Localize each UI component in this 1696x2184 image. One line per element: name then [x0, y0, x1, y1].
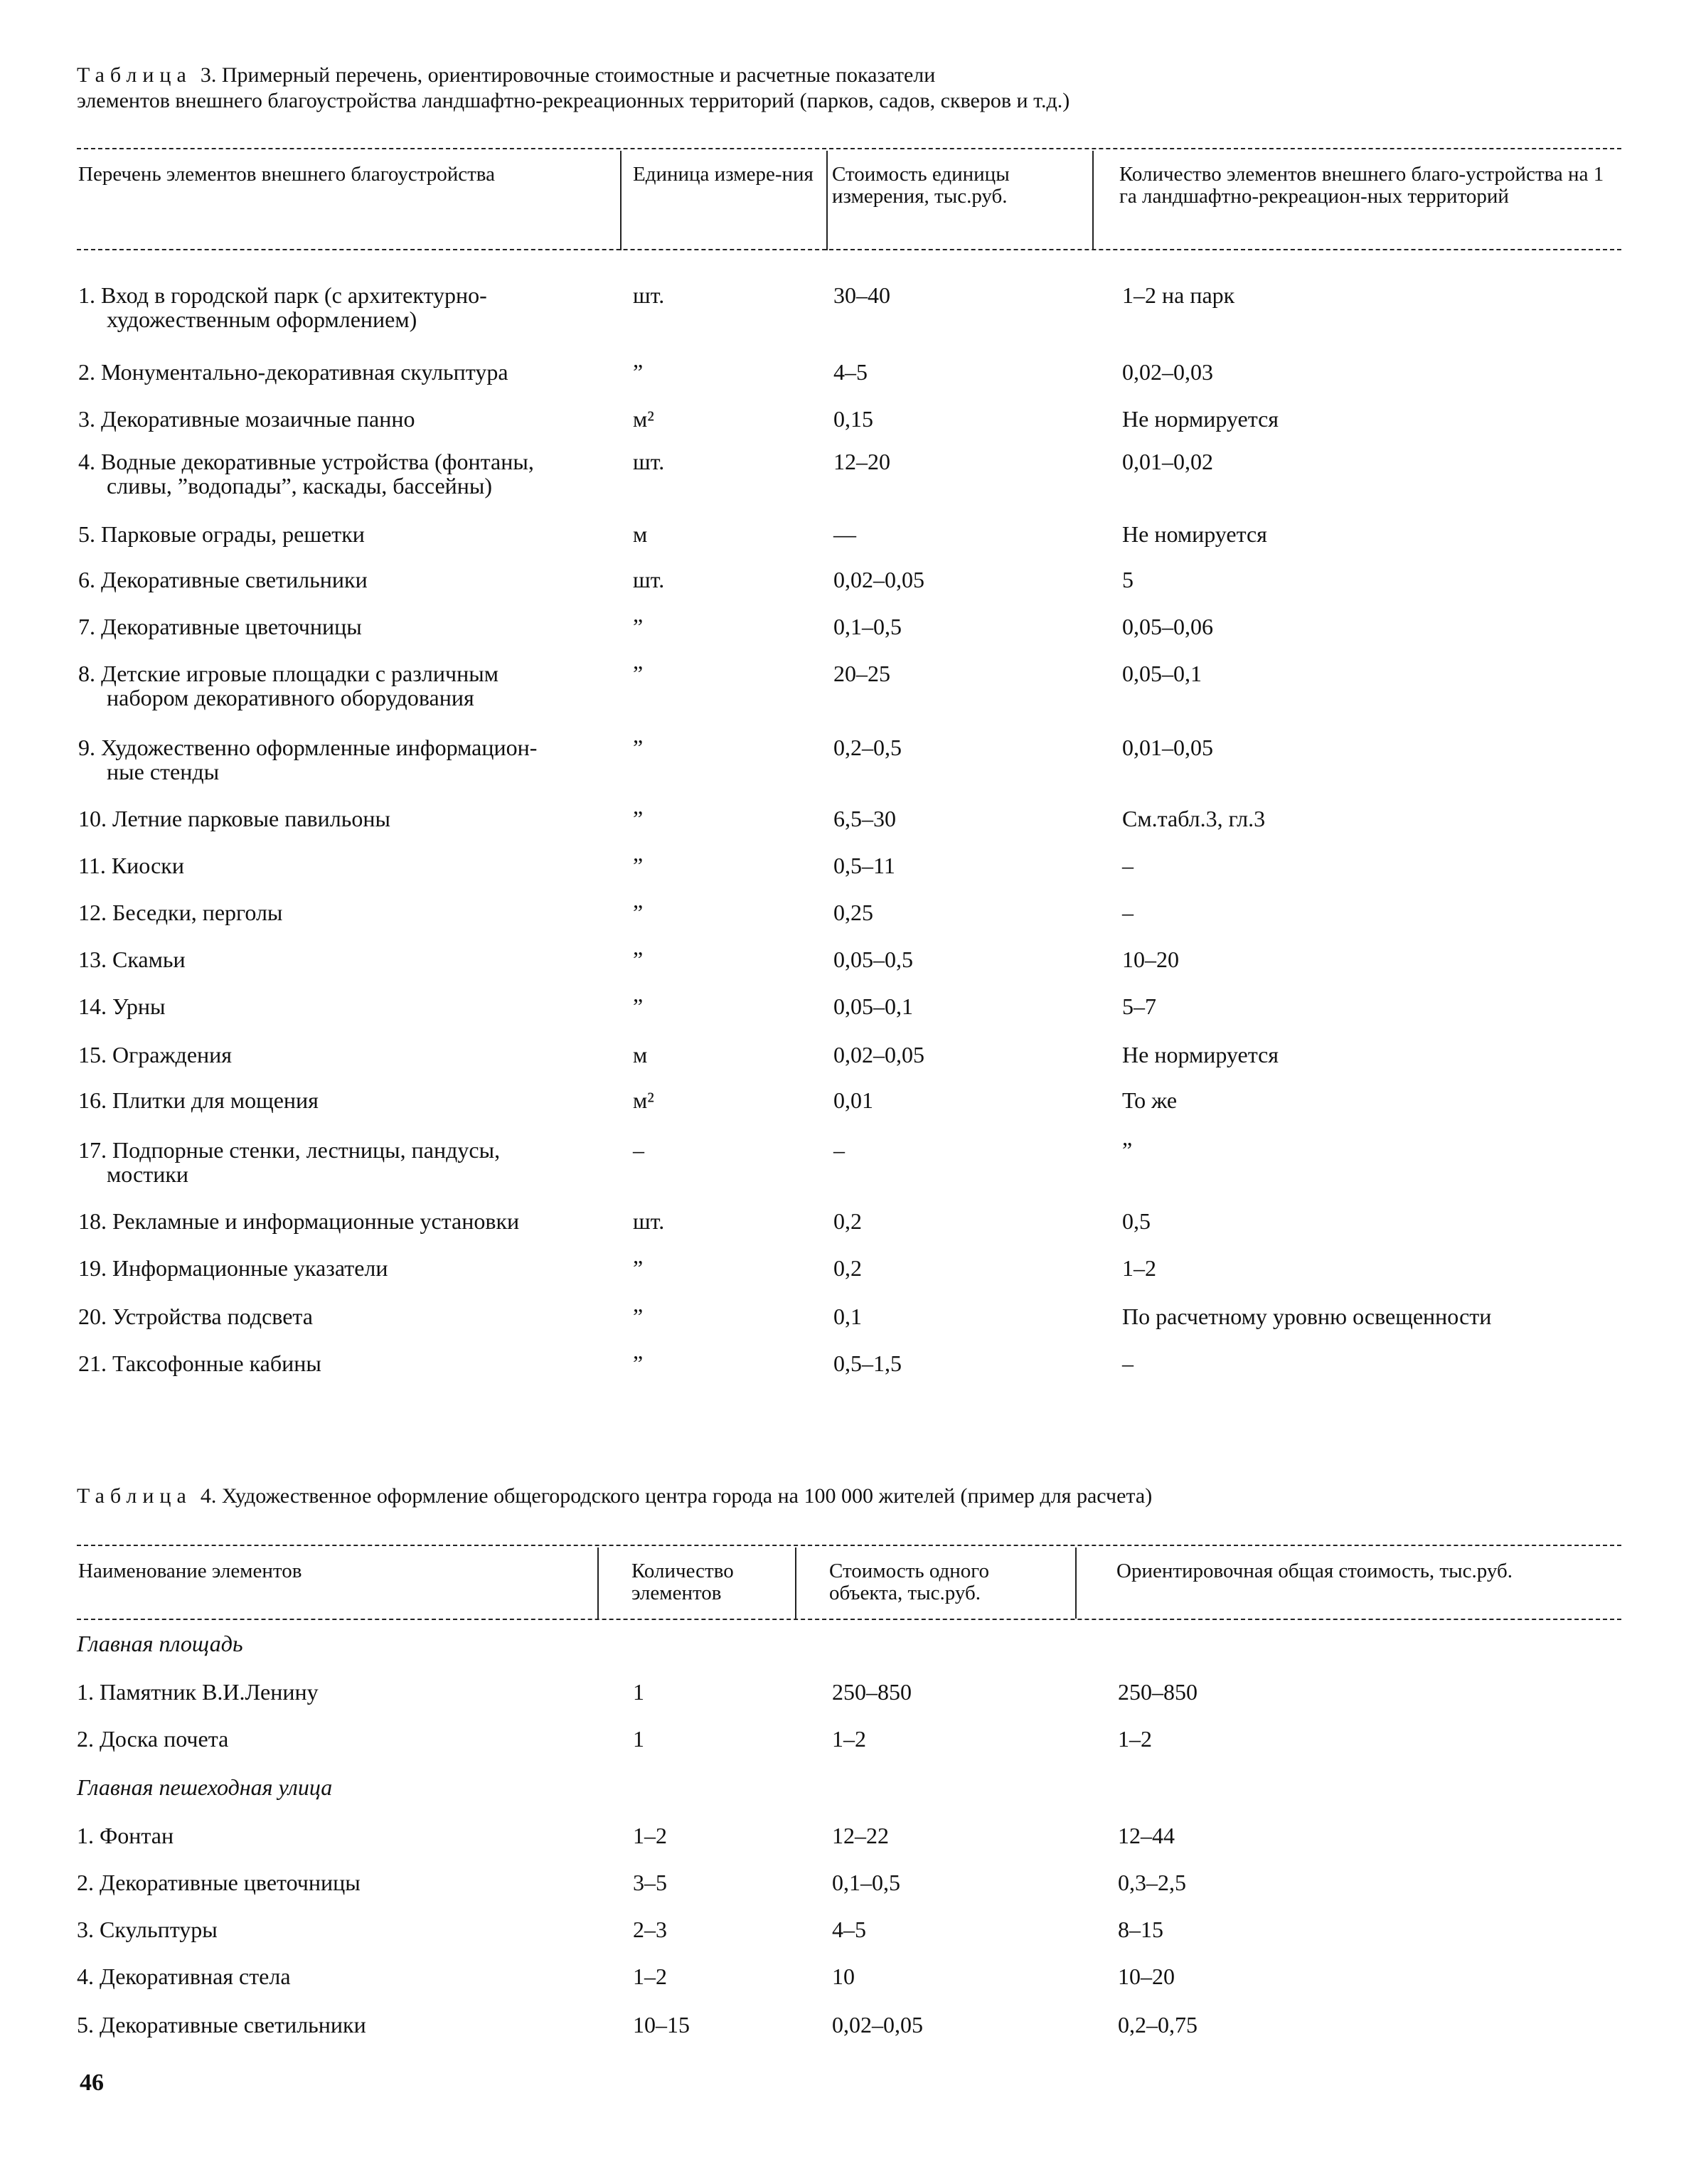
table3-cell-quantity: 0,05–0,06 — [1122, 614, 1213, 639]
table3-cell-element: 20. Устройства подсвета — [78, 1304, 313, 1329]
table3-cell-element: 4. Водные декоративные устройства (фонтаны, сливы, ”водопады”, каскады, бассейны) — [78, 449, 534, 499]
table3-cell-cost: 12–20 — [833, 449, 890, 474]
table3-caption — [77, 63, 1606, 114]
table3-cell-cost: 30–40 — [833, 282, 890, 308]
table3-cell-cost: 0,2–0,5 — [833, 735, 902, 760]
table3-cell-quantity: 0,05–0,1 — [1122, 661, 1202, 686]
table3-cell-quantity: Не номируется — [1122, 521, 1267, 547]
table3-cell-cost: 0,02–0,05 — [833, 1042, 924, 1067]
table4-cell-total: 8–15 — [1118, 1917, 1163, 1942]
table3-cell-quantity: Не нормируется — [1122, 1042, 1279, 1067]
table3-cell-element: 13. Скамьи — [78, 947, 186, 972]
table4-cell-cost: 250–850 — [832, 1679, 912, 1705]
table3-caption-line1: Таблица 3. Примерный перечень, ориентировочные стоимостные и расчетные показатели — [77, 63, 936, 87]
table3-cell-quantity: ” — [1122, 1137, 1133, 1163]
table3-cell-element: 6. Декоративные светильники — [78, 567, 368, 592]
table3-cell-unit: шт. — [633, 567, 665, 592]
table3-cell-cost: 4–5 — [833, 359, 868, 385]
table3-cell-cost: 20–25 — [833, 661, 890, 686]
table4-cell-count: 2–3 — [633, 1917, 667, 1942]
table3-cell-quantity: 1–2 — [1122, 1255, 1156, 1281]
table4-header-cost: Стоимость одного объекта, тыс.руб. — [829, 1560, 989, 1604]
table3-cell-unit: шт. — [633, 1208, 665, 1234]
table3-cell-unit: ” — [633, 661, 644, 686]
table4-cell-count: 10–15 — [633, 2012, 690, 2037]
table3-cell-quantity: – — [1122, 853, 1134, 878]
table3-cell-element: 3. Декоративные мозаичные панно — [78, 406, 415, 432]
table4-cell-total: 250–850 — [1118, 1679, 1198, 1705]
table3-cell-cost: – — [833, 1137, 845, 1163]
table4-cell-element: 5. Декоративные светильники — [77, 2012, 366, 2037]
table3-cell-quantity: 0,01–0,02 — [1122, 449, 1213, 474]
table3-col-divider — [826, 151, 828, 250]
table4-cell-count: 3–5 — [633, 1870, 667, 1895]
table3-cell-cost: 0,5–11 — [833, 853, 895, 878]
page-number: 46 — [80, 2070, 104, 2096]
table4-col-divider — [597, 1548, 599, 1619]
table3-cell-quantity: 1–2 на парк — [1122, 282, 1235, 308]
table3-cell-element: 7. Декоративные цветочницы — [78, 614, 362, 639]
table3-cell-element: 8. Детские игровые площадки с различным набором декоративного оборудования — [78, 661, 498, 710]
table4-caption-word: Таблица — [77, 1484, 192, 1508]
table4-section-title: Главная пешеходная улица — [77, 1774, 333, 1800]
table3-cell-unit: ” — [633, 853, 644, 878]
table4-cell-count: 1–2 — [633, 1964, 667, 1989]
table4-cell-element: 2. Декоративные цветочницы — [77, 1870, 361, 1895]
table3-cell-element: 11. Киоски — [78, 853, 184, 878]
table3-cell-element: 1. Вход в городской парк (с архитектурно- художественным оформлением) — [78, 282, 487, 332]
table4-cell-count: 1–2 — [633, 1823, 667, 1848]
table3-cell-unit: ” — [633, 1255, 644, 1281]
table4-header-total: Ориентировочная общая стоимость, тыс.руб. — [1116, 1560, 1513, 1582]
table3-cell-unit: шт. — [633, 282, 665, 308]
table3-cell-element: 18. Рекламные и информационные установки — [78, 1208, 520, 1234]
table3-cell-unit: ” — [633, 735, 644, 760]
table3-cell-unit: ” — [633, 1304, 644, 1329]
table4-cell-cost: 12–22 — [832, 1823, 889, 1848]
table3-cell-quantity: – — [1122, 900, 1134, 925]
table3-header-element: Перечень элементов внешнего благоустройства — [78, 163, 495, 186]
table3-cell-unit: ” — [633, 1351, 644, 1376]
table3-cell-element-cont: ные стенды — [107, 759, 220, 784]
table4-cell-element: 3. Скульптуры — [77, 1917, 218, 1942]
table4-cell-cost: 10 — [832, 1964, 855, 1989]
table3-header-top-rule — [77, 148, 1621, 149]
table3-cell-element: 14. Урны — [78, 994, 166, 1019]
table4-cell-total: 1–2 — [1118, 1726, 1152, 1752]
table3-cell-quantity: 10–20 — [1122, 947, 1179, 972]
table3-cell-unit: м — [633, 521, 648, 547]
table3-col-divider — [620, 151, 622, 250]
table4-section-title: Главная площадь — [77, 1631, 243, 1656]
table3-cell-quantity: – — [1122, 1351, 1134, 1376]
table4-header-element: Наименование элементов — [78, 1560, 302, 1582]
table3-cell-element-cont: мостики — [107, 1161, 189, 1187]
table4-cell-element: 1. Памятник В.И.Ленину — [77, 1679, 319, 1705]
table3-cell-cost: 6,5–30 — [833, 806, 896, 831]
table4-cell-cost: 1–2 — [832, 1726, 866, 1752]
table3-cell-quantity: См.табл.3, гл.3 — [1122, 806, 1266, 831]
table3-cell-element: 16. Плитки для мощения — [78, 1087, 319, 1113]
table3-cell-element: 9. Художественно оформленные информацион- ные стенды — [78, 735, 538, 784]
table3-cell-cost: 0,2 — [833, 1255, 862, 1281]
table3-cell-quantity: 0,02–0,03 — [1122, 359, 1213, 385]
table3-header-unit: Единица измере-ния — [633, 163, 814, 186]
table3-cell-quantity: 5 — [1122, 567, 1134, 592]
table3-cell-cost: 0,2 — [833, 1208, 862, 1234]
table3-cell-element-cont: набором декоративного оборудования — [107, 685, 474, 710]
table3-caption-line2: элементов внешнего благоустройства ландшафтно-рекреационных территорий (парков, садов, скверов и т.д.) — [77, 89, 1070, 112]
table3-cell-element-cont: сливы, ”водопады”, каскады, бассейны) — [107, 473, 493, 499]
table3-cell-quantity: То же — [1122, 1087, 1178, 1113]
table3-cell-element: 10. Летние парковые павильоны — [78, 806, 390, 831]
table3-cell-unit: ” — [633, 806, 644, 831]
table4-header-bottom-rule — [77, 1619, 1621, 1620]
table4-col-divider — [795, 1548, 796, 1619]
table3-cell-quantity: 5–7 — [1122, 994, 1156, 1019]
table3-cell-element: 2. Монументально-декоративная скульптура — [78, 359, 508, 385]
table3-cell-unit: м — [633, 1042, 648, 1067]
table3-cell-cost: 0,1–0,5 — [833, 614, 902, 639]
table3-caption-word: Таблица — [77, 63, 192, 87]
table3-cell-cost: 0,05–0,5 — [833, 947, 913, 972]
table3-cell-unit: ” — [633, 994, 644, 1019]
table3-header-cost: Стоимость единицы измерения, тыс.руб. — [832, 163, 1010, 208]
table3-cell-cost: 0,15 — [833, 406, 873, 432]
table4-cell-total: 0,3–2,5 — [1118, 1870, 1186, 1895]
table4-cell-total: 0,2–0,75 — [1118, 2012, 1198, 2037]
table4-header-top-rule — [77, 1545, 1621, 1546]
table3-cell-element-cont: художественным оформлением) — [107, 307, 417, 332]
table4-cell-cost: 0,1–0,5 — [832, 1870, 900, 1895]
table3-cell-quantity: По расчетному уровню освещенности — [1122, 1304, 1492, 1329]
table3-cell-cost: 0,1 — [833, 1304, 862, 1329]
table3-cell-element: 12. Беседки, перголы — [78, 900, 283, 925]
table3-cell-element: 21. Таксофонные кабины — [78, 1351, 321, 1376]
table3-cell-cost: 0,05–0,1 — [833, 994, 913, 1019]
table4-cell-cost: 0,02–0,05 — [832, 2012, 923, 2037]
table3-cell-cost: 0,5–1,5 — [833, 1351, 902, 1376]
table3-cell-unit: м² — [633, 406, 654, 432]
table3-cell-unit: ” — [633, 614, 644, 639]
table3-cell-element: 17. Подпорные стенки, лестницы, пандусы, мостики — [78, 1137, 501, 1187]
table4-cell-count: 1 — [633, 1726, 644, 1752]
table4-cell-element: 2. Доска почета — [77, 1726, 229, 1752]
table3-cell-unit: ” — [633, 947, 644, 972]
table3-header-bottom-rule — [77, 249, 1621, 250]
table4-caption: Таблица 4. Художественное оформление общегородского центра города на 100 000 жителей (пример для расчета) — [77, 1484, 1153, 1508]
table4-cell-cost: 4–5 — [832, 1917, 866, 1942]
table3-cell-unit: шт. — [633, 449, 665, 474]
table4-col-divider — [1075, 1548, 1077, 1619]
table4-cell-element: 1. Фонтан — [77, 1823, 174, 1848]
table4-cell-total: 12–44 — [1118, 1823, 1175, 1848]
table4-cell-element: 4. Декоративная стела — [77, 1964, 291, 1989]
table3-cell-quantity: Не нормируется — [1122, 406, 1279, 432]
table3-cell-cost: 0,01 — [833, 1087, 873, 1113]
table3-cell-cost: — — [833, 521, 856, 547]
table3-cell-unit: ” — [633, 900, 644, 925]
table3-cell-quantity: 0,5 — [1122, 1208, 1151, 1234]
table3-col-divider — [1092, 151, 1094, 250]
table3-cell-unit: м² — [633, 1087, 654, 1113]
table3-cell-cost: 0,02–0,05 — [833, 567, 924, 592]
table3-cell-element: 19. Информационные указатели — [78, 1255, 388, 1281]
table3-cell-element: 15. Ограждения — [78, 1042, 232, 1067]
table4-header-count: Количество элементов — [631, 1560, 734, 1604]
table3-cell-unit: ” — [633, 359, 644, 385]
table4-cell-count: 1 — [633, 1679, 644, 1705]
table3-cell-element: 5. Парковые ограды, решетки — [78, 521, 365, 547]
table3-cell-cost: 0,25 — [833, 900, 873, 925]
table3-cell-quantity: 0,01–0,05 — [1122, 735, 1213, 760]
table3-cell-unit: – — [633, 1137, 644, 1163]
table3-header-quantity: Количество элементов внешнего благо-устройства на 1 га ландшафтно-рекреацион-ных территорий — [1119, 163, 1604, 208]
table4-cell-total: 10–20 — [1118, 1964, 1175, 1989]
